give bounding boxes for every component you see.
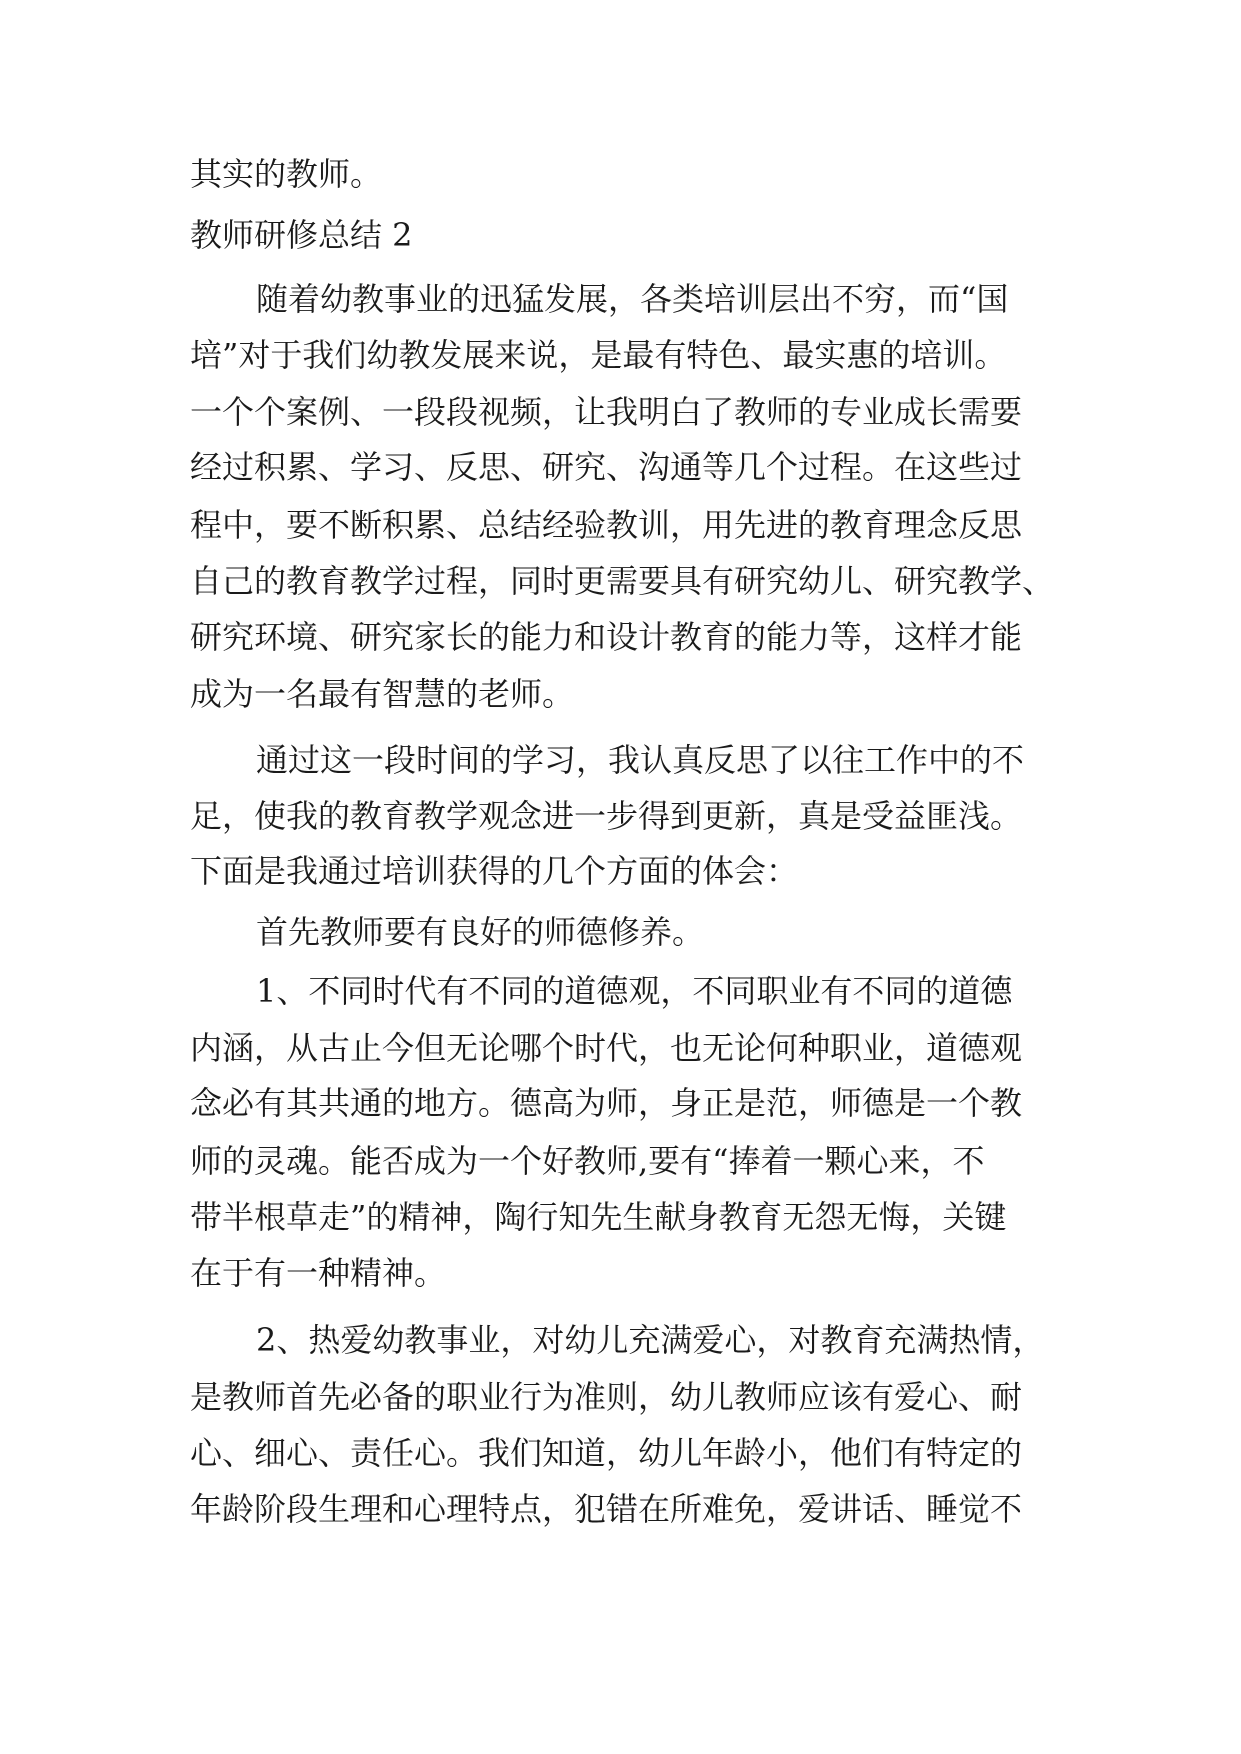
paragraph-line: 自己的教育教学过程，同时更需要具有研究幼儿、研究教学、 xyxy=(190,562,1055,600)
paragraph-line: 随着幼教事业的迅猛发展，各类培训层出不穷，而“国 xyxy=(256,280,1009,318)
paragraph-line: 通过这一段时间的学习，我认真反思了以往工作中的不 xyxy=(256,741,1025,779)
list-item-line: 在于有一种精神。 xyxy=(190,1254,447,1292)
list-item-line: 师的灵魂。能否成为一个好教师,要有“捧着一颗心来，不 xyxy=(190,1142,985,1180)
paragraph-line: 经过积累、学习、反思、研究、沟通等几个过程。在这些过 xyxy=(190,448,1023,486)
paragraph-line: 程中，要不断积累、总结经验教训，用先进的教育理念反思 xyxy=(190,506,1023,544)
paragraph-line: 下面是我通过培训获得的几个方面的体会： xyxy=(190,852,799,890)
paragraph-line: 一个个案例、一段段视频，让我明白了教师的专业成长需要 xyxy=(190,393,1023,431)
list-item-line: 2、热爱幼教事业，对幼儿充满爱心，对教育充满热情， xyxy=(256,1321,1045,1359)
text-line: 其实的教师。 xyxy=(190,155,383,193)
list-item-line: 心、细心、责任心。我们知道，幼儿年龄小，他们有特定的 xyxy=(190,1434,1023,1472)
list-item-line: 内涵，从古止今但无论哪个时代，也无论何种职业，道德观 xyxy=(190,1029,1023,1067)
list-item-line: 念必有其共通的地方。德高为师，身正是范，师德是一个教 xyxy=(190,1084,1023,1122)
section-heading: 教师研修总结 2 xyxy=(190,216,413,254)
paragraph-line: 研究环境、研究家长的能力和设计教育的能力等，这样才能 xyxy=(190,618,1023,656)
paragraph-line: 首先教师要有良好的师德修养。 xyxy=(256,913,705,951)
list-item-line: 1、不同时代有不同的道德观，不同职业有不同的道德 xyxy=(256,972,1013,1010)
paragraph-line: 成为一名最有智慧的老师。 xyxy=(190,675,575,713)
list-item-line: 是教师首先必备的职业行为准则，幼儿教师应该有爱心、耐 xyxy=(190,1378,1023,1416)
paragraph-line: 足，使我的教育教学观念进一步得到更新，真是受益匪浅。 xyxy=(190,797,1023,835)
paragraph-line: 培”对于我们幼教发展来说，是最有特色、最实惠的培训。 xyxy=(190,336,1007,374)
list-item-line: 带半根草走”的精神，陶行知先生献身教育无怨无悔，关键 xyxy=(190,1198,1007,1236)
list-item-line: 年龄阶段生理和心理特点，犯错在所难免，爱讲话、睡觉不 xyxy=(190,1490,1023,1528)
